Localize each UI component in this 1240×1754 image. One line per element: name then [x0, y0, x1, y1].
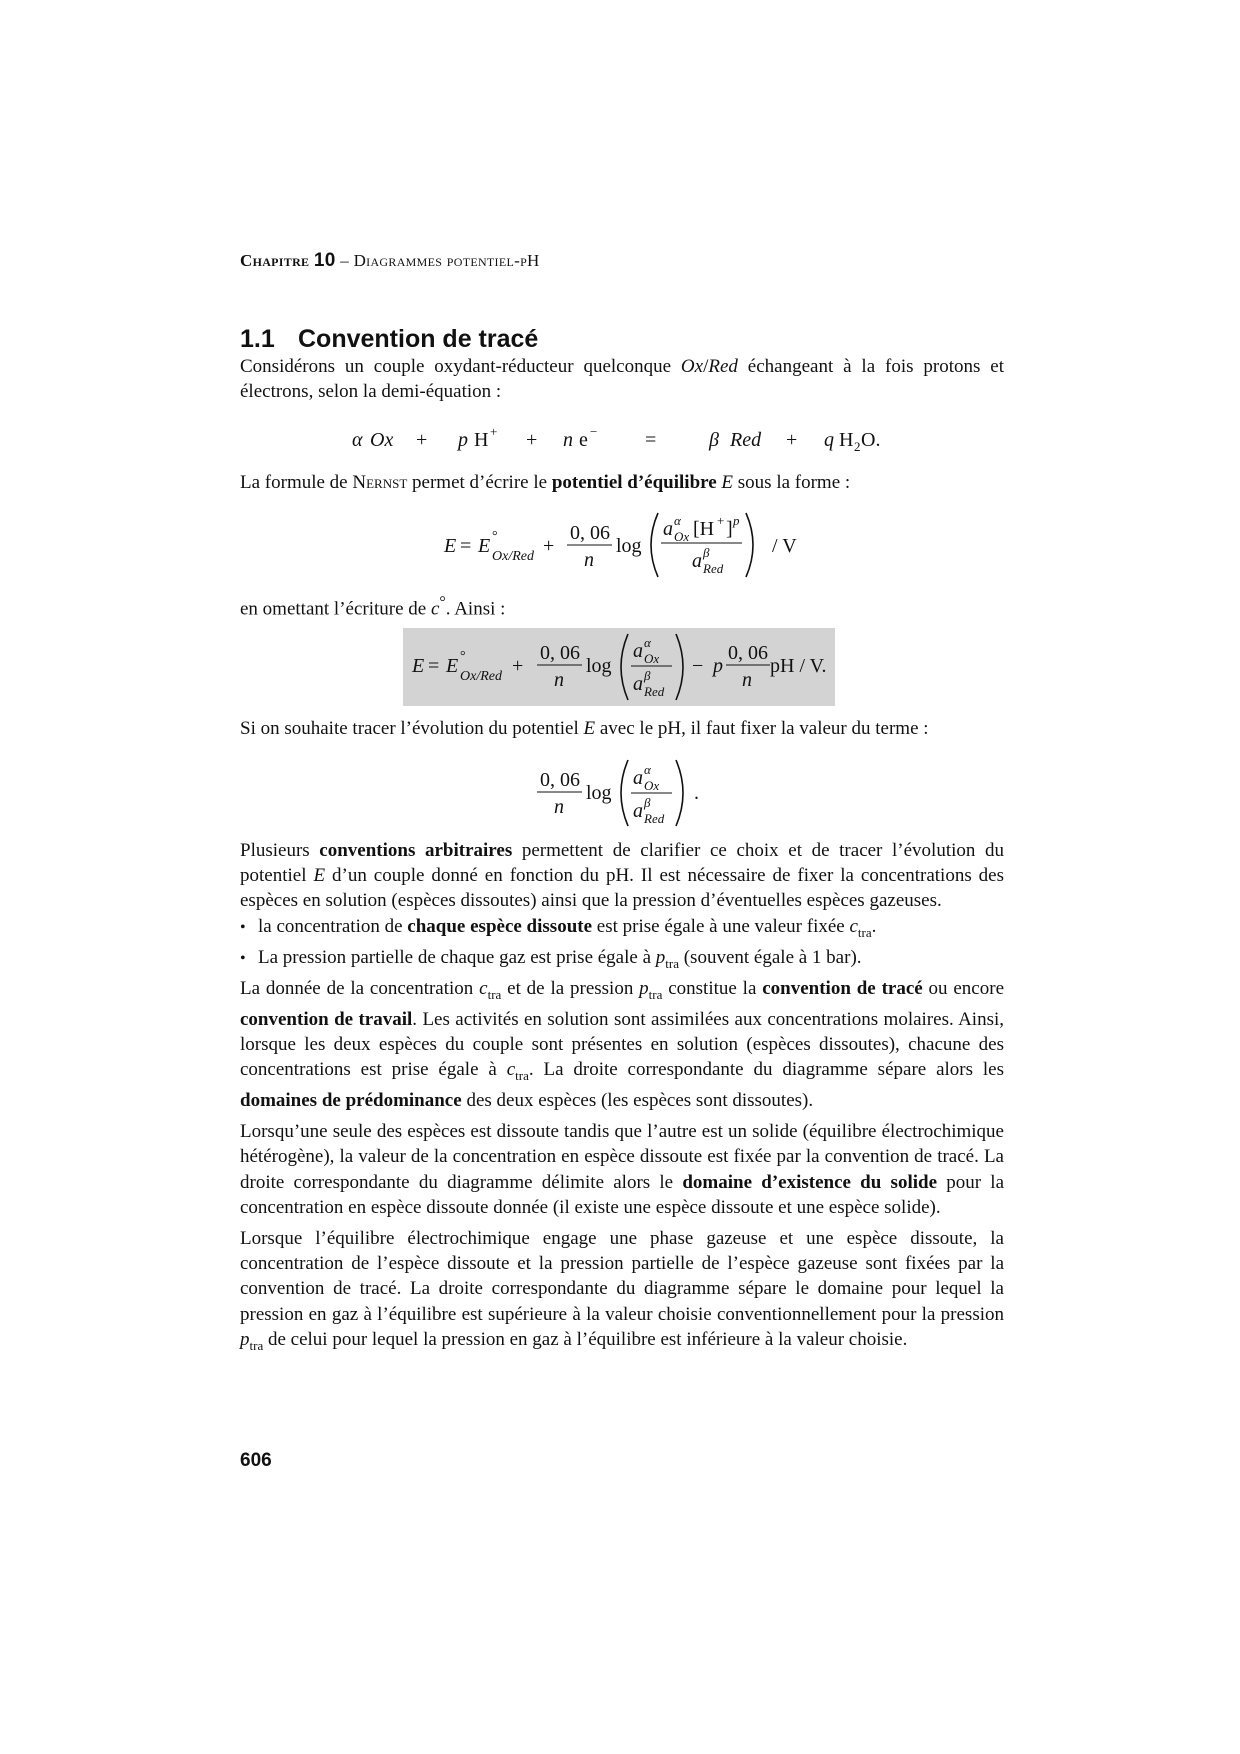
- eq3-beta: β: [644, 795, 651, 810]
- eq3-red: Red: [644, 811, 665, 826]
- eq-n: n: [563, 429, 573, 451]
- eq1-lhs: E: [444, 535, 457, 557]
- nernst-text-b: permet d’écrire le: [407, 472, 552, 493]
- eq1-unit: / V: [772, 535, 797, 557]
- eq2-coef: 0, 06: [540, 642, 580, 664]
- eq-e: e: [579, 429, 588, 451]
- eq-h2o-o: O.: [861, 429, 881, 451]
- trace-text-b: et de la pression: [501, 977, 640, 999]
- eq3-log: log: [586, 782, 612, 804]
- intro-paragraph: [240, 354, 1004, 404]
- eq2-plus: +: [512, 655, 524, 677]
- eq1-a-ox: a: [663, 518, 673, 540]
- b1-c: c: [849, 915, 858, 937]
- b2-p: p: [655, 946, 666, 968]
- trace-text-a: La donnée de la concentration: [240, 977, 480, 999]
- eq2-coef2: 0, 06: [728, 642, 768, 664]
- eq1-hplus-close: ]: [726, 518, 733, 540]
- eq3-dot: .: [694, 782, 699, 804]
- eq-beta: β: [709, 429, 719, 451]
- red-symbol: Red: [708, 356, 738, 377]
- trace-paragraph: [240, 976, 1004, 1114]
- eq2-degree: °: [460, 649, 466, 664]
- conv-bold: conventions arbitraires: [319, 840, 513, 861]
- convention-list: [240, 914, 1004, 976]
- eq2-ox: Ox: [644, 651, 660, 666]
- eq2-n: n: [554, 669, 564, 691]
- eq1-ox: Ox: [674, 529, 690, 544]
- half-equation: [240, 420, 1004, 460]
- trace-text-d: ou encore: [922, 977, 1005, 999]
- evolution-sentence: [240, 716, 1004, 741]
- eq-p: p: [458, 429, 468, 451]
- eq1-coef: 0, 06: [570, 522, 610, 544]
- trace-c-sub: tra: [487, 986, 502, 1002]
- gas-paragraph: [240, 1226, 1004, 1358]
- eq2-ph: pH / V.: [770, 655, 827, 677]
- b1-bold: chaque espèce dissoute: [407, 915, 593, 937]
- eq-e-charge: −: [590, 424, 598, 439]
- trace-text-e: . Les activités en solution sont assimilées aux concentrations molaires. Ainsi, lorsque les deux espèces du couple sont présentes en solution (espèces dissoutes), chacune des concentrations est prise égale à: [240, 1008, 1004, 1081]
- eq2-eq: =: [428, 655, 440, 677]
- eq1-degree: °: [492, 529, 498, 544]
- eq-h2o-sub: 2: [854, 439, 861, 454]
- section-title: Convention de tracé: [298, 325, 539, 353]
- gas-p: p: [240, 1328, 250, 1350]
- omit-sentence: [240, 590, 1004, 622]
- eq2-beta: β: [644, 668, 651, 683]
- nernst-bold: potentiel d’équilibre: [551, 472, 717, 493]
- trace-c: c: [479, 977, 488, 999]
- chapter-number: 10: [313, 250, 336, 271]
- eq1-a-red: a: [692, 550, 702, 572]
- page-number: 606: [240, 1450, 272, 1471]
- trace-bold-1: convention de tracé: [762, 977, 923, 999]
- eq1-eq: =: [460, 535, 472, 557]
- trace-c3-sub: tra: [515, 1067, 529, 1083]
- boxed-equation: [240, 628, 1004, 706]
- conv-text-c: d’un couple donné en fonction du pH. Il est nécessaire de fixer la concentrations des espèces en solution (espèces dissoutes) ainsi que la pression d’éventuelles espèces gazeuses.: [240, 865, 1005, 912]
- trace-p: p: [639, 977, 649, 999]
- eq3-a-red: a: [633, 800, 643, 822]
- running-head: [240, 250, 540, 272]
- eq-equals: =: [645, 429, 657, 451]
- eq1-plus: +: [543, 535, 555, 557]
- eq3-ox: Ox: [644, 778, 660, 793]
- conv-text-b: permettent de clarifier ce choix et de tracer l’évolution du potentiel: [240, 840, 1004, 887]
- section-number: 1.1: [240, 325, 275, 353]
- eq-plus-1: +: [416, 429, 428, 451]
- eq-alpha: α: [352, 429, 363, 451]
- conventions-paragraph: [240, 838, 1004, 914]
- eq2-a-red: a: [633, 673, 643, 695]
- nernst-name: Nernst: [352, 472, 408, 493]
- omit-c: c: [430, 598, 440, 620]
- running-head-separator: –: [340, 251, 350, 270]
- b2-sub: tra: [665, 955, 679, 971]
- chapter-title: Diagrammes potentiel-pH: [353, 251, 540, 270]
- conv-text-a: Plusieurs: [240, 840, 320, 861]
- omit-text-a: en omettant l’écriture de: [240, 598, 431, 620]
- nernst-var: E: [721, 472, 734, 493]
- trace-bold-3: domaines de prédominance: [240, 1090, 462, 1112]
- omit-text-b: . Ainsi :: [445, 598, 506, 620]
- gas-text-a: Lorsque l’équilibre électrochimique engage une phase gazeuse et une espèce dissoute, la concentration de l’espèce dissoute et la pression partielle de l’espèce gazeuse sont fixées par la convention de tracé. La droite correspondante du diagramme sépare le domaine pour lequel la pression en gaz à l’équilibre est supérieure à la valeur choisie conventionnellement pour la pression: [240, 1228, 1004, 1325]
- eq1-hplus: [H: [693, 518, 715, 540]
- eq1-e0: E: [478, 535, 491, 557]
- eq3-n: n: [554, 796, 564, 818]
- eq1-e0-sub: Ox/Red: [492, 549, 534, 564]
- eq2-e0: E: [446, 655, 459, 677]
- eq-ox: Ox: [370, 429, 394, 451]
- eq-plus-3: +: [786, 429, 798, 451]
- nernst-text-a: La formule de: [240, 472, 353, 493]
- gas-text-b: de celui pour lequel la pression en gaz à l’équilibre est inférieure à la valeur choisie.: [263, 1328, 908, 1350]
- eq3-paren-right: [676, 760, 683, 826]
- eq-q: q: [824, 429, 834, 451]
- b1-end: .: [871, 915, 877, 937]
- solid-text-a: Lorsqu’une seule des espèces est dissoute tandis que l’autre est un solide (équilibre électrochimique hétérogène), la valeur de la concentration en espèce dissoute est fixée par la convention de tracé. La droite correspondante du diagramme délimite alors le: [240, 1121, 1004, 1193]
- eq-plus-2: +: [526, 429, 538, 451]
- eq2-p: p: [713, 655, 723, 677]
- trace-bold-2: convention de travail: [240, 1008, 413, 1030]
- eq2-minus: −: [692, 655, 704, 677]
- conv-var: E: [313, 865, 326, 887]
- evol-text-b: avec le pH, il faut fixer la valeur du terme :: [595, 718, 929, 739]
- ox-symbol: Ox: [680, 356, 704, 377]
- eq1-p: p: [733, 513, 740, 528]
- eq3-alpha: α: [644, 762, 651, 777]
- b1-sub: tra: [857, 924, 872, 940]
- trace-c3: c: [506, 1059, 516, 1081]
- solid-bold: domaine d’existence du solide: [682, 1171, 937, 1193]
- eq2-alpha: α: [644, 635, 651, 650]
- evol-text-a: Si on souhaite tracer l’évolution du potentiel: [240, 718, 584, 739]
- eq1-hplus-sup: +: [717, 513, 725, 528]
- b1-text-b: est prise égale à une valeur fixée: [592, 915, 850, 937]
- nernst-sentence: [240, 470, 1004, 495]
- list-item: [240, 914, 1004, 945]
- eq2-red: Red: [644, 684, 665, 699]
- slash: /: [703, 356, 709, 377]
- eq1-paren-left: [651, 513, 658, 577]
- eq1-red: Red: [703, 561, 724, 576]
- eq-h: H: [474, 429, 489, 451]
- trace-p-sub: tra: [648, 986, 663, 1002]
- eq-h-charge: +: [490, 424, 498, 439]
- trace-text-c: constitue la: [662, 977, 763, 999]
- solid-text-b: pour la concentration en espèce dissoute donnée (il existe une espèce dissoute et une espèce solide).: [240, 1171, 1004, 1218]
- eq3-coef: 0, 06: [540, 769, 580, 791]
- eq3-a-ox: a: [633, 767, 643, 789]
- list-item: [240, 945, 1004, 976]
- eq2-a-ox: a: [633, 640, 643, 662]
- eq2-log: log: [586, 655, 612, 677]
- conventions-block: [240, 838, 1004, 1358]
- b2-text-a: La pression partielle de chaque gaz est prise égale à: [258, 946, 656, 968]
- chapter-label: Chapitre: [240, 251, 310, 270]
- intro-text-end: échangeant à la fois protons et électrons, selon la demi-équation :: [240, 356, 1004, 403]
- eq1-beta: β: [703, 545, 710, 560]
- trace-text-g: des deux espèces (les espèces sont dissoutes).: [461, 1090, 814, 1112]
- eq2-n2: n: [742, 669, 752, 691]
- intro-text: Considérons un couple oxydant-réducteur quelconque: [240, 356, 681, 377]
- b1-text-a: la concentration de: [258, 915, 408, 937]
- evol-var: E: [583, 718, 596, 739]
- eq-h2o-h: H: [839, 429, 854, 451]
- nernst-text-d: sous la forme :: [733, 472, 851, 493]
- omit-degree: °: [439, 594, 446, 611]
- b2-text-b: (souvent égale à 1 bar).: [678, 946, 862, 968]
- solid-paragraph: [240, 1119, 1004, 1220]
- eq1-paren-right: [746, 513, 753, 577]
- eq1-alpha: α: [674, 513, 681, 528]
- section-heading: [240, 325, 538, 354]
- eq3-paren-left: [621, 760, 628, 826]
- term-equation: [240, 752, 1004, 832]
- gas-p-sub: tra: [249, 1337, 264, 1353]
- eq1-n: n: [584, 549, 594, 571]
- eq-red: Red: [730, 429, 762, 451]
- nernst-equation: [240, 505, 1004, 585]
- eq2-lhs: E: [412, 655, 425, 677]
- eq2-e0-sub: Ox/Red: [460, 669, 502, 684]
- eq1-log: log: [616, 535, 642, 557]
- trace-text-f: . La droite correspondante du diagramme sépare alors les: [528, 1059, 1004, 1081]
